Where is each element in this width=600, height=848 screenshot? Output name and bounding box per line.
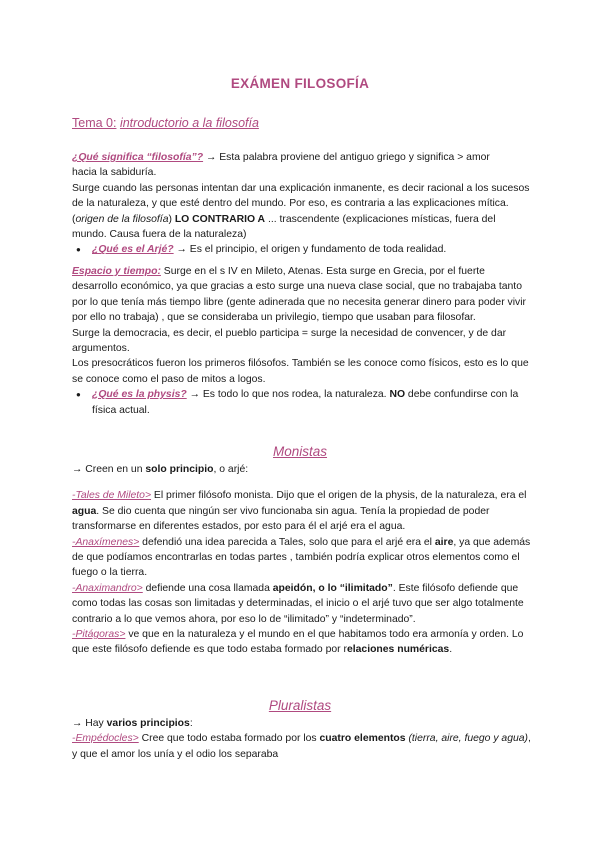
paragraph-pluralistas: → Hay varios principios: -Empédocles> Cree que todo estaba formado por los cuatro elementos (tierra, aire, fuego y agua), y que el amor los unía y el odio los separaba <box>72 716 532 762</box>
paragraph-monistas: → Creen en un solo principio, o arjé: -Tales de Mileto> El primer filósofo monista. Dijo que el origen de la physis, de la naturaleza, era el agua. Se dio cuenta que ningún ser vivo funcionaba sin agua. Tenía la propiedad de poder transformarse en diferentes estados, por esto para él el arjé era el agua. -Anaxímenes> defendió una idea parecida a Tales, solo que para el arjé era el aire, ya que además de que podíamos encontrarlas en todas partes , también podría explicar otros elementos como el fuego o la tierra. -Anaximandro> defiende una cosa llamada apeidón, o lo “ilimitado”. Este filósofo defiende que como todas las cosas son limitadas y determinadas, el inicio o el arjé tuvo que ser algo totalmente contrario a lo que vemos ahora, por eso lo de “ilimitado” y “indeterminado”. -Pitágoras> ve que en la naturaleza y el mundo en el que habitamos todo era armonía y orden. Lo que este filósofo defiende es que todo estaba formado por relaciones numéricas. <box>72 462 532 658</box>
list-item-arje: ● ¿Qué es el Arjé? → Es el principio, el origen y fundamento de toda realidad. <box>72 242 532 257</box>
label-empedocles: -Empédocles> <box>72 733 139 745</box>
question-arje: ¿Qué es el Arjé? <box>92 244 174 256</box>
heading-monistas: Monistas <box>272 444 328 459</box>
tema-label: Tema 0: <box>72 116 117 130</box>
label-espacio-tiempo: Espacio y tiempo: <box>72 266 161 277</box>
page-title: EXÁMEN FILOSOFÍA <box>230 76 370 91</box>
section-subtitle <box>72 116 259 130</box>
entry-empedocles: -Empédocles> Cree que todo estaba formado por los cuatro elementos (tierra, aire, fuego y agua), y que el amor los unía y el odio los separaba <box>72 733 531 760</box>
tema-subtitle: introductorio a la filosofía <box>119 116 259 130</box>
entry-tales: -Tales de Mileto> El primer filósofo monista. Dijo que el origen de la physis, de la naturaleza, era el agua. Se dio cuenta que ningún ser vivo funcionaba sin agua. Tenía la propiedad de poder transformarse en diferentes estados, por esto para él el arjé era el agua. <box>72 490 527 533</box>
label-anaximandro: -Anaximandro> <box>72 582 143 594</box>
entry-pitagoras: -Pitágoras> ve que en la naturaleza y el mundo en el que habitamos todo era armonía y orden. Lo que este filósofo defiende es que todo estaba formado por relaciones numéricas. <box>72 629 524 656</box>
list-item-physis: ● ¿Qué es la physis? → Es todo lo que nos rodea, la naturaleza. NO debe confundirse con la física actual. <box>72 387 532 418</box>
question-physis: ¿Qué es la physis? <box>92 389 187 401</box>
entry-anaximenes: -Anaxímenes> defendió una idea parecida a Tales, solo que para el arjé era el aire, ya que además de que podíamos encontrarlas en todas partes , también podría explicar otros elementos como el fuego o la tierra. <box>72 536 531 579</box>
question-filosofia: ¿Qué significa “filosofía”? <box>72 152 204 163</box>
label-anaximenes: -Anaxímenes> <box>72 536 140 548</box>
label-tales: -Tales de Mileto> <box>72 490 152 502</box>
entry-anaximandro: -Anaximandro> defiende una cosa llamada apeidón, o lo “ilimitado”. Este filósofo defiende que como todas las cosas son limitadas y determinadas, el inicio o el arjé tuvo que ser algo totalmente contrario a lo que vemos ahora, por eso lo de “ilimitado” y “indeterminado”. <box>72 582 524 625</box>
paragraph-espacio-tiempo: Espacio y tiempo: Surge en el s IV en Mileto, Atenas. Esta surge en Grecia, por el fuerte desarrollo económico, ya que gracias a esto surge una nueva clase social, que no trabajaba tanto por lo que tenía más tiempo libre (gente adinerada que no necesita generar dinero para poder vivir por ello no trabaja) , que se consideraba un privilegio, tiempo que usaban para filosofar. Surge la democracia, es decir, el pueblo participa = surge la necesidad de convencer, y de dar argumentos. Los presocráticos fueron los primeros filósofos. También se les conoce como físicos, esto es lo que se conoce como el paso de mitos a logos. ● ¿Qué es la physis? → Es todo lo que nos rodea, la naturaleza. NO debe confundirse con la física actual. <box>72 264 532 418</box>
label-pitagoras: -Pitágoras> <box>72 629 126 641</box>
heading-pluralistas: Pluralistas <box>268 698 332 713</box>
paragraph-filosofia: ¿Qué significa “filosofía”? → Esta palabra proviene del antiguo griego y significa > amor hacia la sabiduría. Surge cuando las personas intentan dar una explicación inmanente, es decir racional a los sucesos de la naturaleza, y que esté dentro del mundo. Por eso, es contraria a las explicaciones mítica. (origen de la filosofía) LO CONTRARIO A ... trascendente (explicaciones místicas, fuera del mundo. Causa fuera de la naturaleza) ● ¿Qué es el Arjé? → Es el principio, el origen y fundamento de toda realidad. <box>72 150 532 258</box>
